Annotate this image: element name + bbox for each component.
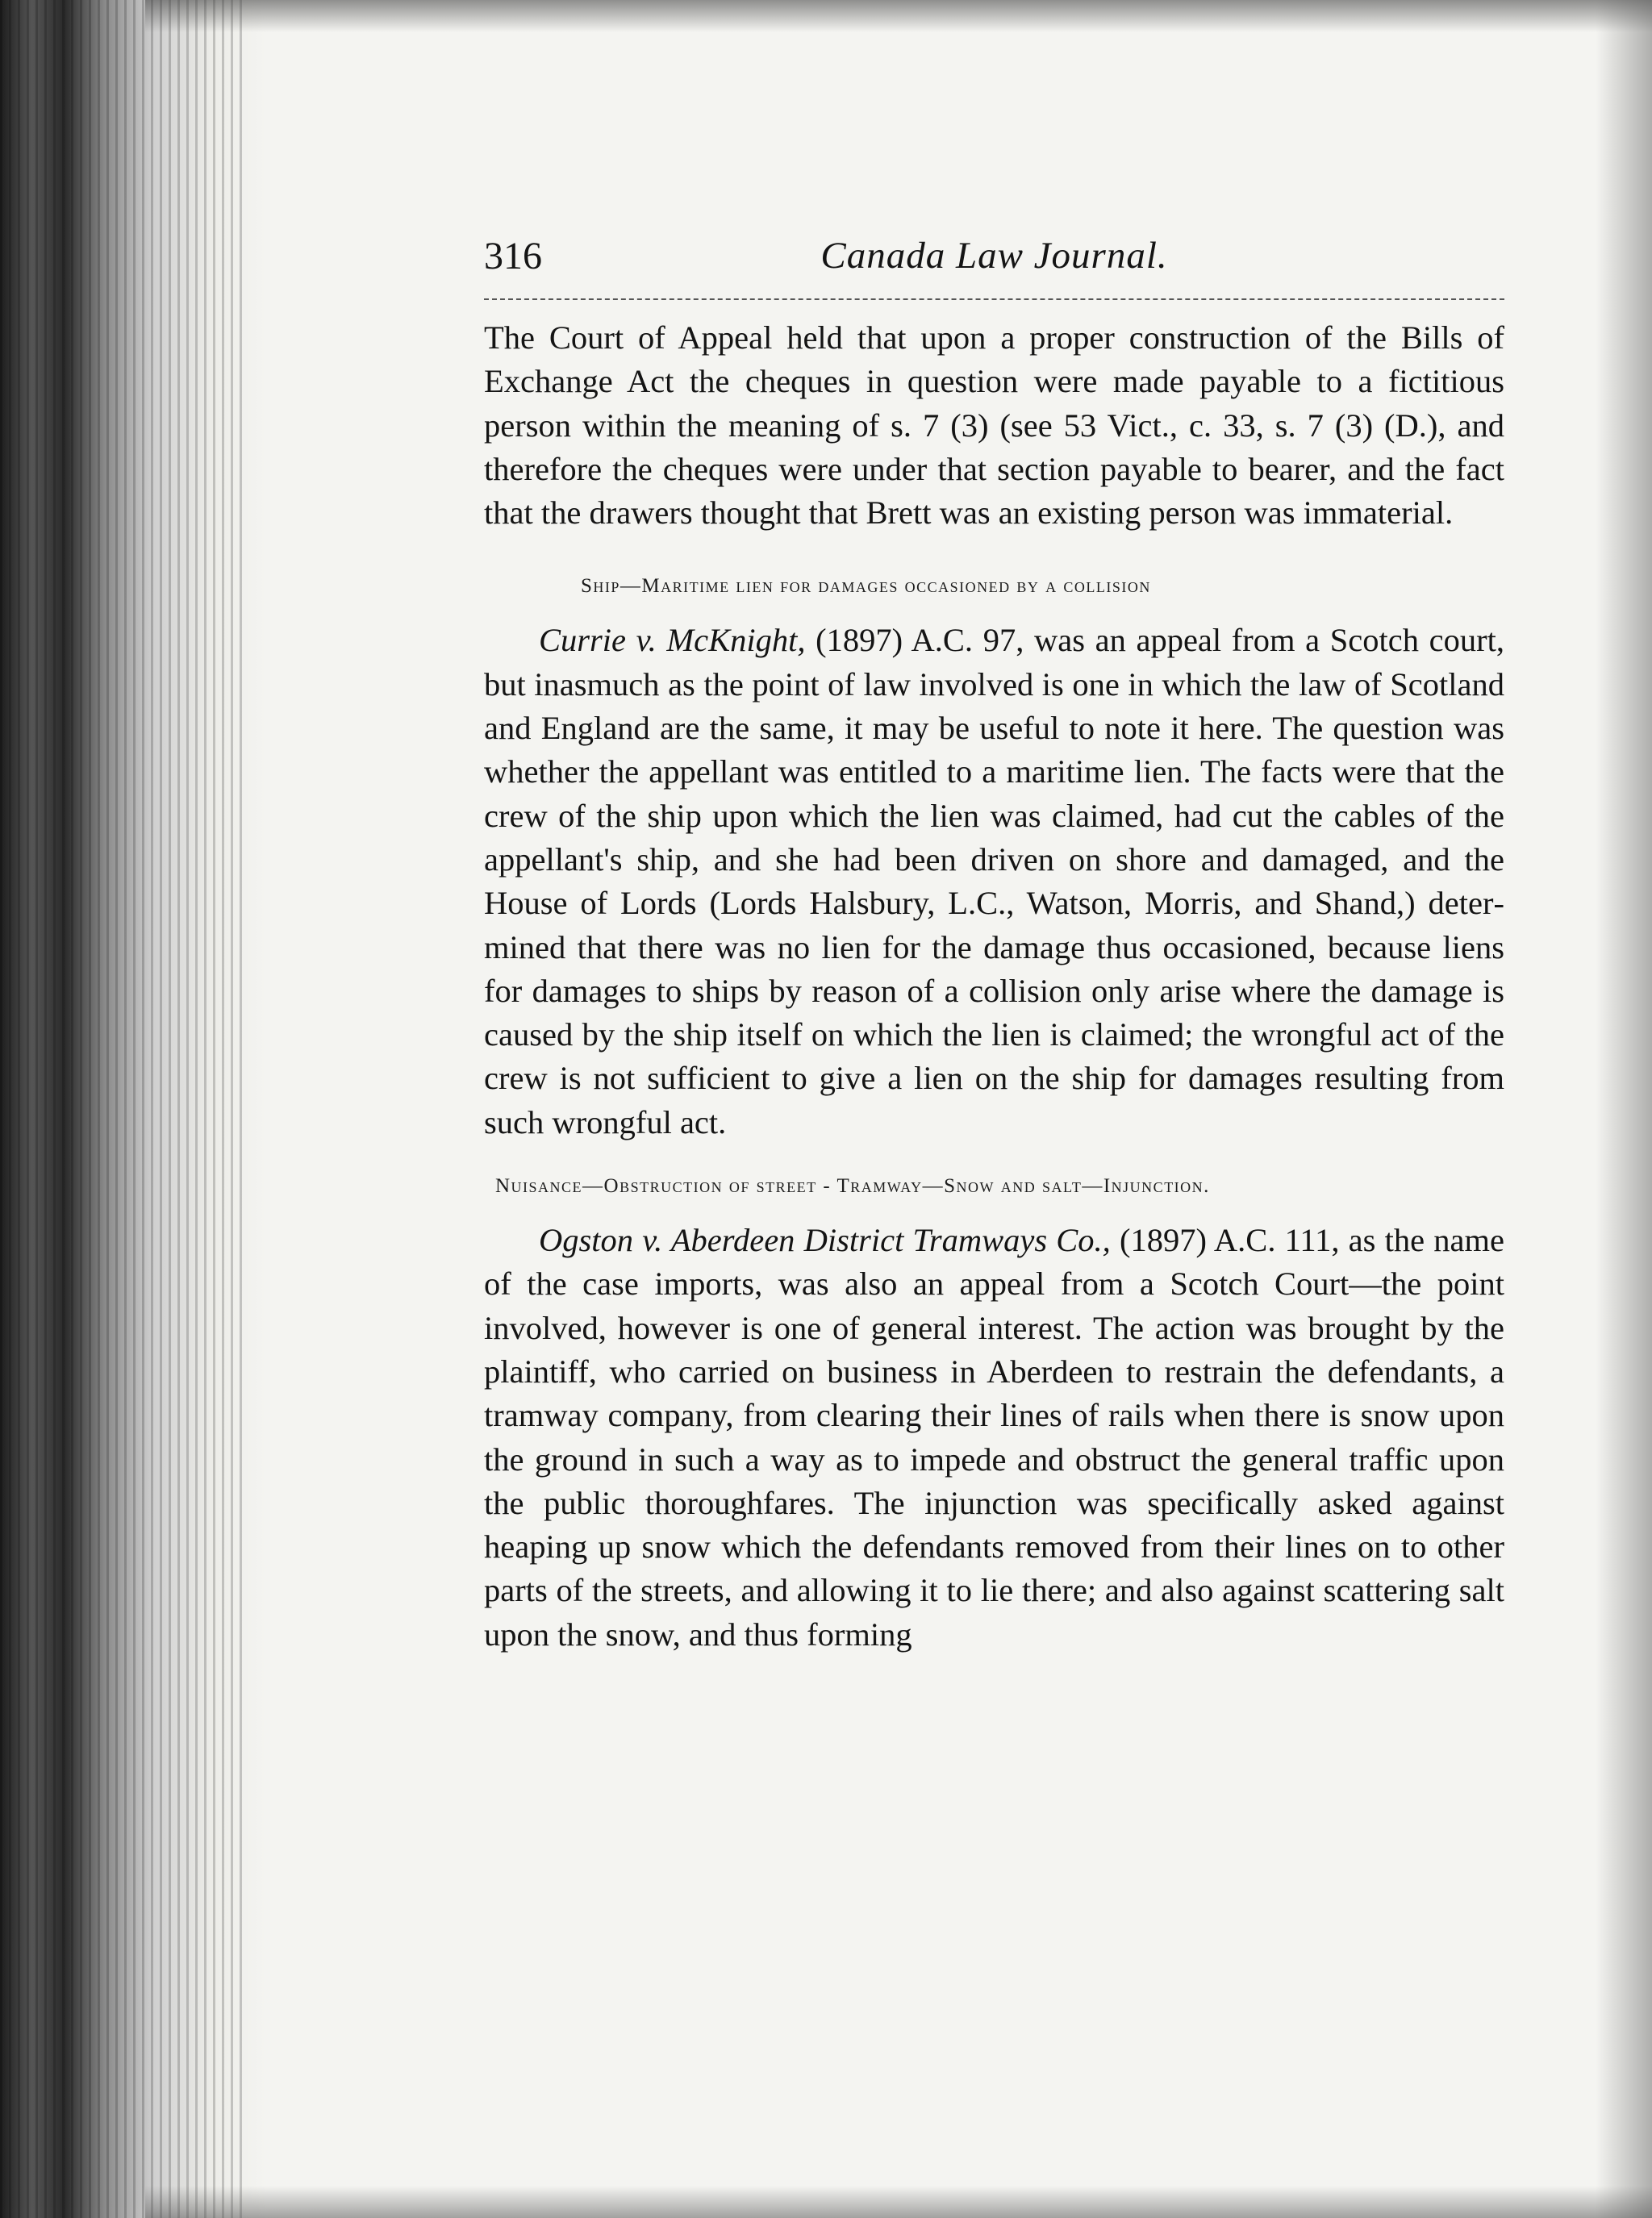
journal-title: Canada Law Journal. (820, 235, 1168, 277)
section-heading-ship-maritime-lien: Ship—Maritime lien for damages occasioned by a collision (581, 575, 1151, 598)
paragraph-court-of-appeal: The Court of Appeal held that upon a proper construction of the Bills of Exchange Act the cheques in question were made payable to a fictitious person within the meaning of s. 7 (3) (see 53 Vict., c. 33, s. 7 (3) (D.), and therefore the cheques were under that section payable to bearer, and the fact that the drawers thought that Brett was an existing person was immaterial. (484, 319, 1504, 532)
page-number: 316 (484, 235, 542, 277)
paragraph-currie-body: (1897) A.C. 97, was an appeal from a Scotch court, but inasmuch as the point of law involved is one in which the law of Scotland and England are the same, it may be useful to note it here. The question was whether the appellant was entitled to a maritime lien. The facts were that the crew of the ship upon which the lien was claimed, had cut the cables of the appellant's ship, and she had been driven on shore and damaged, and the House of Lords (Lords Halsbury, L.C., Watson, Morris, and Shand,) determined that there was no lien for the damage thus occasioned, because liens for damages to ships by reason of a collision only arise where the damage is caused by the ship itself on which the lien is claimed; the wrongful act of the crew is not sufficient to give a lien on the ship for damages resulting from such wrongful act. (484, 622, 1504, 1140)
paragraph-currie-v-mcknight (484, 619, 1504, 1144)
paragraph-ogston-v-aberdeen (484, 1219, 1504, 1657)
page-bottom-edge-shadow (145, 2186, 1652, 2218)
section-heading-nuisance-obstruction: Nuisance—Obstruction of street - Tramway—Snow and salt—Injunction. (495, 1175, 1210, 1198)
book-spine-page-edges (0, 0, 242, 2218)
case-name-ogston-v-aberdeen: Ogston v. Aberdeen District Tramways Co., (539, 1222, 1111, 1259)
paragraph-ogston-body: (1897) A.C. 111, as the name of the case imports, was also an appeal from a Scotch Court—the point involved, however is one of general interest. The action was brought by the plaintiff, who carried on business in Aberdeen to restrain the defendants, a tramway company, from clearing their lines of rails when there is snow upon the ground in such a way as to impede and obstruct the general traffic upon the public thoroughfares. The injunction was specifically asked against heaping up snow which the defendants removed from their lines on to other parts of the streets, and allowing it to lie there; and also against scattering salt upon the snow, and thus forming (484, 1222, 1504, 1653)
page-right-edge-shadow (1596, 0, 1652, 2218)
running-head (484, 234, 1504, 300)
printed-page (484, 234, 1504, 1657)
case-name-currie-v-mcknight: Currie v. McKnight, (539, 622, 806, 659)
page-top-edge-shadow (145, 0, 1652, 32)
